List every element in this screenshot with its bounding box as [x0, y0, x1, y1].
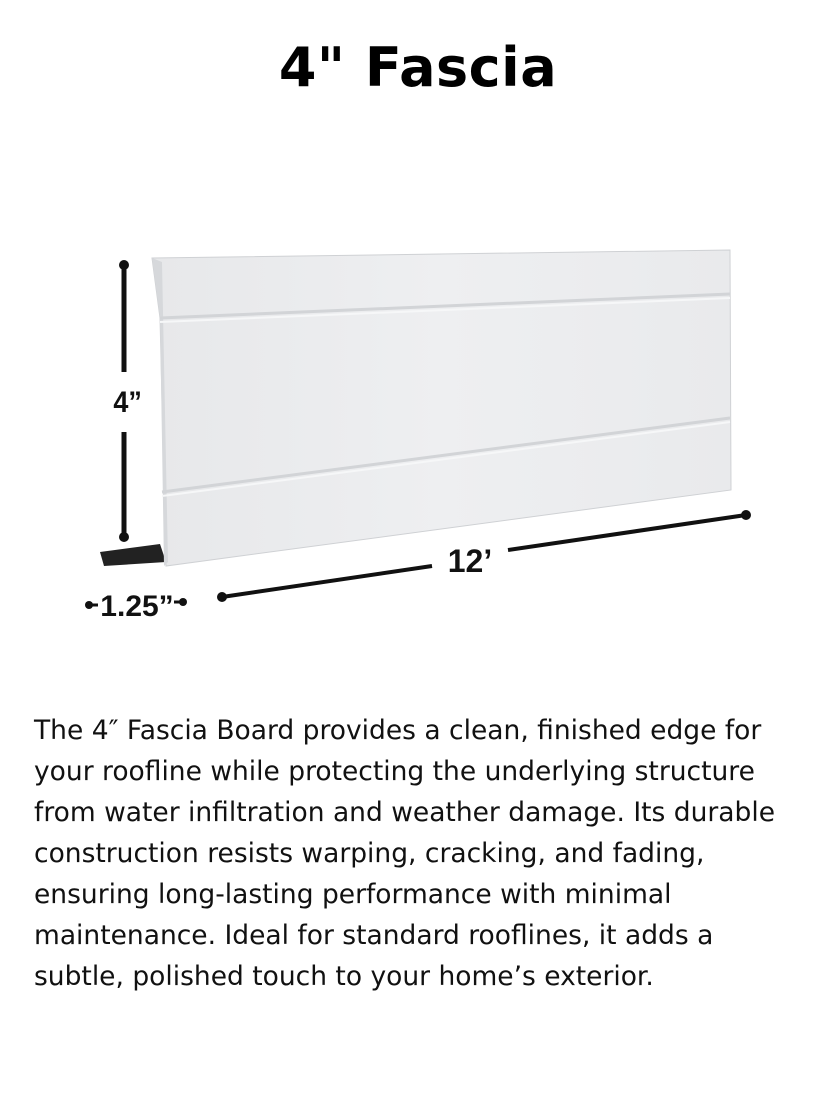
fascia-board-image [100, 250, 731, 566]
product-description: The 4″ Fascia Board provides a clean, finished edge for your roofline while protecting the underlying structure from water infiltration and weather damage. Its durable construction resists warping, cracking, and fading, ensuring long-lasting performance with minimal maintenance. Ideal for standard rooflines, it adds a subtle, polished touch to your home’s exterior. [34, 715, 776, 992]
depth-label: 1.25” [100, 590, 174, 623]
product-title: 4" Fascia [278, 36, 558, 99]
fascia-dimension-illustration [0, 230, 836, 650]
height-dimension [113, 260, 142, 542]
depth-dimension [85, 590, 187, 623]
height-label: 4” [113, 385, 142, 420]
length-label: 12’ [447, 543, 493, 579]
